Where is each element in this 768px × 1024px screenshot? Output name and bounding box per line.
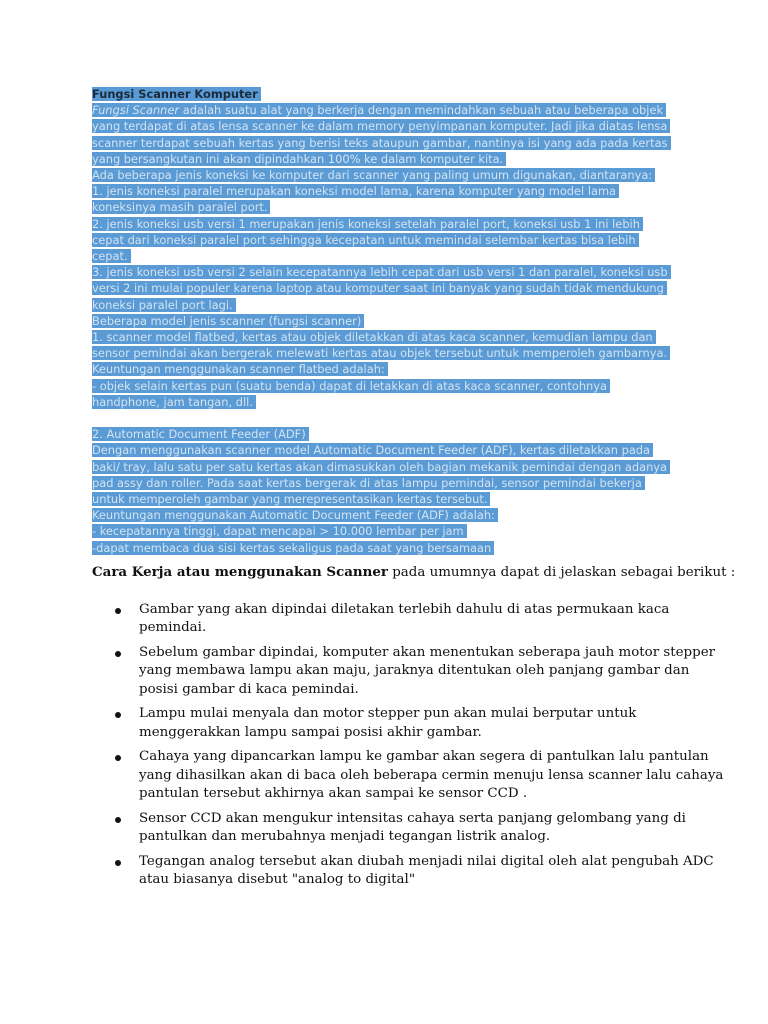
highlighted-line-text: cepat. <box>92 249 131 263</box>
highlighted-line-text: pad assy dan roller. Pada saat kertas bergerak di atas lampu pemindai, sensor pemindai bekerja <box>92 476 645 490</box>
highlighted-line-text: scanner terdapat sebuah kertas yang berisi teks ataupun gambar, nantinya isi yang ada pada kertas <box>92 136 671 150</box>
highlighted-line <box>92 378 682 394</box>
highlighted-line-text: 3. jenis koneksi usb versi 2 selain kecepatannya lebih cepat dari usb versi 1 dan paralel, koneksi usb <box>92 265 671 279</box>
highlighted-line <box>92 216 682 232</box>
bullet-text-line: pantulkan dan merubahnya menjadi tegangan listrik analog. <box>139 829 551 844</box>
highlighted-text-block[interactable] <box>92 86 682 556</box>
highlighted-line <box>92 426 682 442</box>
highlighted-line <box>92 442 682 458</box>
highlighted-line <box>92 199 682 215</box>
bullet-dot-icon <box>115 608 121 614</box>
highlighted-line-text: handphone, jam tangan, dll. <box>92 395 256 409</box>
highlighted-line <box>92 394 682 410</box>
bullet-item <box>92 705 692 742</box>
bullet-text-line: Cahaya yang dipancarkan lampu ke gambar akan segera di pantulkan lalu pantulan <box>139 749 709 764</box>
highlighted-line <box>92 507 682 523</box>
bullet-text-line: pantulan tersebut akhirnya akan sampai ke sensor CCD . <box>139 786 528 801</box>
bullet-text-line: menggerakkan lampu sampai posisi akhir gambar. <box>139 724 482 740</box>
highlighted-line-text: 2. jenis koneksi usb versi 1 merupakan jenis koneksi setelah paralel port, koneksi usb 1 ini lebih <box>92 217 643 231</box>
highlighted-line-text: untuk memperoleh gambar yang merepresentasikan kertas tersebut. <box>92 492 490 506</box>
bullet-text-line: yang dihasilkan akan di baca oleh beberapa cermin menuju lensa scanner lalu cahaya <box>139 767 724 783</box>
highlighted-line-text: -dapat membaca dua sisi kertas sekaligus pada saat yang bersamaan <box>92 541 494 555</box>
highlighted-line-text: baki/ tray, lalu satu per satu kertas akan dimasukkan oleh bagian mekanik pemindai dengan adanya <box>92 460 670 474</box>
highlighted-line-text: 1. scanner model flatbed, kertas atau objek diletakkan di atas kaca scanner, kemudian lampu dan <box>92 330 656 344</box>
highlighted-line <box>92 102 682 118</box>
highlighted-line-text: - kecepatannya tinggi, dapat mencapai > 10.000 lembar per jam <box>92 524 467 538</box>
highlighted-line <box>92 329 682 345</box>
bullet-item <box>92 644 716 700</box>
highlighted-line <box>92 540 682 556</box>
bullet-text-line: Tegangan analog tersebut akan diubah menjadi nilai digital oleh alat pengubah ADC <box>139 853 714 869</box>
highlighted-line-text: yang bersangkutan ini akan dipindahkan 100% ke dalam komputer kita. <box>92 152 506 166</box>
highlighted-line <box>92 248 682 264</box>
highlighted-line <box>92 523 682 539</box>
intro-rest: pada umumnya dapat di jelaskan sebagai berikut : <box>387 565 736 580</box>
bullet-text-line: atau biasanya disebut "analog to digital" <box>139 872 415 887</box>
highlighted-line <box>92 232 682 248</box>
highlighted-line-text: adalah suatu alat yang berkerja dengan memindahkan sebuah atau beberapa objek <box>179 103 664 118</box>
bullet-item <box>92 601 692 638</box>
highlighted-line <box>92 313 682 329</box>
highlighted-line <box>92 264 682 280</box>
highlighted-line <box>92 280 682 296</box>
bullet-dot-icon <box>115 817 121 823</box>
highlighted-line <box>92 410 682 426</box>
bullet-item <box>92 810 692 847</box>
highlighted-line <box>92 183 682 199</box>
highlighted-line-text: Dengan menggunakan scanner model Automatic Document Feeder (ADF), kertas diletakkan pada <box>92 443 653 457</box>
bullet-text-line: posisi gambar di kaca pemindai. <box>139 681 359 697</box>
highlighted-line <box>92 475 682 491</box>
bullet-text-line: Gambar yang akan dipindai diletakan terlebih dahulu di atas permukaan kaca <box>139 601 670 617</box>
highlighted-line-text: Ada beberapa jenis koneksi ke komputer dari scanner yang paling umum digunakan, diantaranya: <box>92 168 655 182</box>
highlighted-line-text: Beberapa model jenis scanner (fungsi scanner) <box>92 314 364 328</box>
bullet-text-line: pemindai. <box>139 620 207 635</box>
bullet-dot-icon <box>115 651 121 657</box>
highlighted-line-text: sensor pemindai akan bergerak melewati kertas atau objek tersebut untuk memperoleh gambarnya. <box>92 346 670 360</box>
bullet-dot-icon <box>115 712 121 718</box>
highlighted-line-text: Keuntungan menggunakan Automatic Document Feeder (ADF) adalah: <box>92 508 498 522</box>
bullet-item <box>92 748 724 804</box>
bullet-text-line: Sebelum gambar dipindai, komputer akan menentukan seberapa jauh motor stepper <box>139 644 716 660</box>
bullet-text-line: Lampu mulai menyala dan motor stepper pun akan mulai berputar untuk <box>139 706 637 721</box>
main-text-block <box>92 563 736 896</box>
intro-paragraph <box>92 563 736 583</box>
highlighted-line <box>92 345 682 361</box>
highlighted-line <box>92 118 682 134</box>
highlighted-line <box>92 297 682 313</box>
highlighted-line-text: yang terdapat di atas lensa scanner ke dalam memory penyimpanan komputer. Jadi jika diatas lensa <box>92 119 670 133</box>
bullet-dot-icon <box>115 755 121 761</box>
intro-bold: Cara Kerja atau menggunakan Scanner <box>92 564 388 580</box>
highlighted-line-text: 1. jenis koneksi paralel merupakan koneksi model lama, karena komputer yang model lama <box>92 184 619 198</box>
highlighted-line-text: - objek selain kertas pun (suatu benda) dapat di letakkan di atas kaca scanner, contohnya <box>92 379 610 393</box>
bullet-text-line: yang membawa lampu akan maju, jaraknya ditentukan oleh panjang gambar dan <box>139 663 690 678</box>
highlighted-line <box>92 491 682 507</box>
bullet-dot-icon <box>115 860 121 866</box>
highlighted-line-text: koneksi paralel port lagi. <box>92 298 236 312</box>
highlighted-line <box>92 151 682 167</box>
highlighted-line <box>92 135 682 151</box>
highlighted-line-text: Keuntungan menggunakan scanner flatbed adalah: <box>92 362 388 376</box>
bullet-list <box>92 601 724 890</box>
highlighted-line-text: cepat dari koneksi paralel port sehingga kecepatan untuk memindai selembar kertas bisa lebih <box>92 233 639 247</box>
highlighted-line-text: 2. Automatic Document Feeder (ADF) <box>92 427 309 441</box>
highlighted-line-text: versi 2 ini mulai populer karena laptop atau komputer saat ini banyak yang sudah tidak mendukung <box>92 281 667 295</box>
highlighted-line <box>92 459 682 475</box>
highlighted-line <box>92 361 682 377</box>
highlighted-line <box>92 167 682 183</box>
bullet-text-line: Sensor CCD akan mengukur intensitas cahaya serta panjang gelombang yang di <box>139 810 686 826</box>
highlighted-line-text: koneksinya masih paralel port. <box>92 200 270 214</box>
bullet-item <box>92 853 714 890</box>
highlighted-italic-term: Fungsi Scanner <box>92 103 180 118</box>
document-title: Fungsi Scanner Komputer <box>92 87 261 101</box>
highlighted-title-line <box>92 86 682 102</box>
